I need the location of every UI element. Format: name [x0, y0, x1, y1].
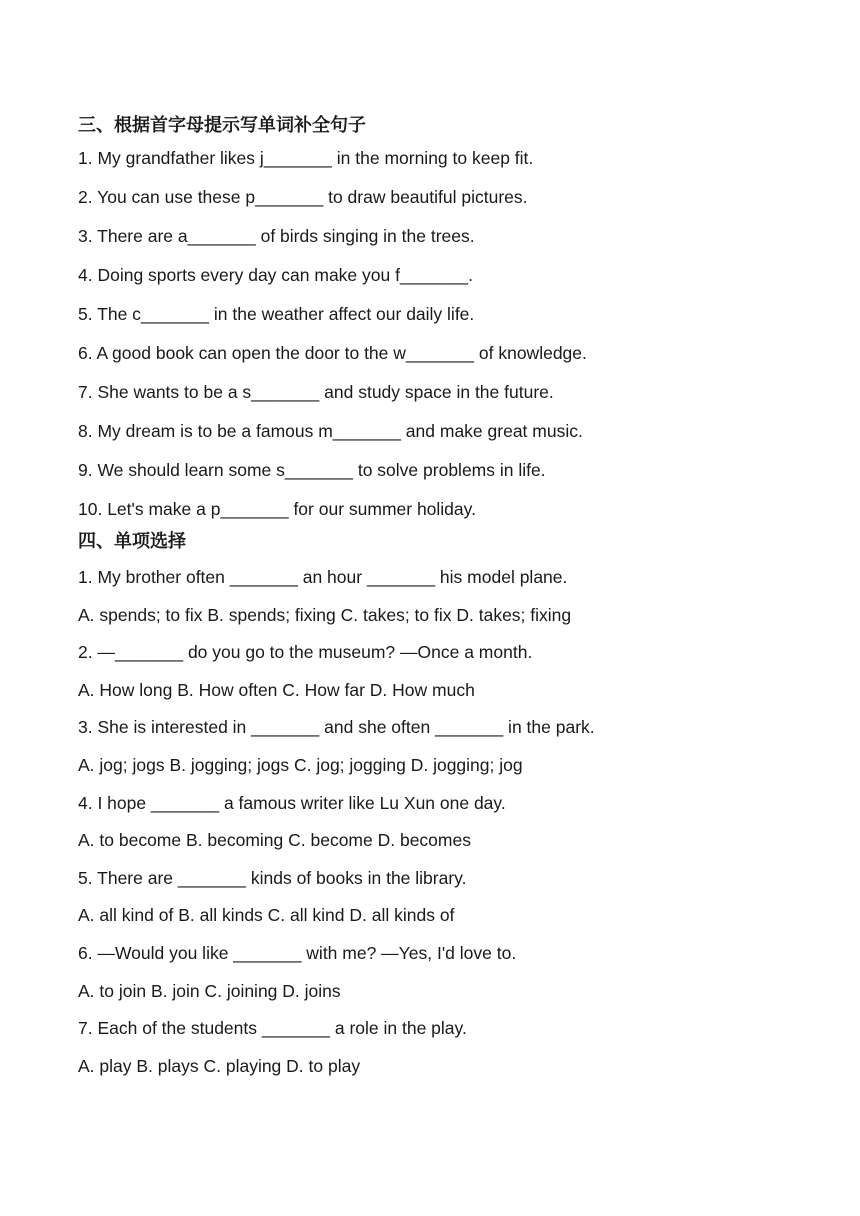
worksheet-page [78, 113, 798, 1085]
question-stem: 6. —Would you like _______ with me? —Yes, I'd love to. [78, 942, 517, 963]
fill-in-item: 3. There are a_______ of birds singing in the trees. [78, 226, 475, 246]
question-options: A. play B. plays C. playing D. to play [78, 1055, 361, 1076]
fill-in-item: 6. A good book can open the door to the w_______ of knowledge. [78, 343, 587, 363]
question-options: A. How long B. How often C. How far D. How much [78, 679, 475, 700]
fill-in-list [78, 139, 798, 529]
question-options: A. spends; to fix B. spends; fixing C. takes; to fix D. takes; fixing [78, 604, 572, 625]
fill-in-item: 2. You can use these p_______ to draw beautiful pictures. [78, 187, 528, 207]
section-heading-fill-in: 三、根据首字母提示写单词补全句子 [78, 115, 366, 136]
fill-in-item: 7. She wants to be a s_______ and study space in the future. [78, 382, 554, 402]
question-stem: 7. Each of the students _______ a role in the play. [78, 1018, 467, 1039]
question-options: A. all kind of B. all kinds C. all kind D. all kinds of [78, 905, 455, 926]
fill-in-item: 8. My dream is to be a famous m_______ and make great music. [78, 421, 583, 441]
question-stem: 5. There are _______ kinds of books in the library. [78, 867, 467, 888]
multiple-choice-list [78, 559, 798, 1085]
fill-in-item: 5. The c_______ in the weather affect our daily life. [78, 304, 475, 324]
section-fill-in-words [78, 113, 798, 529]
fill-in-item: 1. My grandfather likes j_______ in the morning to keep fit. [78, 148, 534, 168]
question-stem: 1. My brother often _______ an hour _______ his model plane. [78, 567, 568, 587]
section-multiple-choice [78, 525, 798, 1085]
question-stem: 3. She is interested in _______ and she often _______ in the park. [78, 717, 595, 738]
fill-in-item: 10. Let's make a p_______ for our summer holiday. [78, 499, 476, 519]
section-heading-multiple-choice: 四、单项选择 [78, 531, 186, 552]
fill-in-item: 9. We should learn some s_______ to solve problems in life. [78, 460, 546, 480]
question-stem: 2. —_______ do you go to the museum? —Once a month. [78, 642, 533, 663]
question-stem: 4. I hope _______ a famous writer like Lu Xun one day. [78, 792, 506, 813]
fill-in-item: 4. Doing sports every day can make you f_______. [78, 265, 473, 285]
question-options: A. jog; jogs B. jogging; jogs C. jog; jogging D. jogging; jog [78, 754, 523, 775]
question-options: A. to join B. join C. joining D. joins [78, 980, 341, 1001]
question-options: A. to become B. becoming C. become D. becomes [78, 830, 471, 851]
